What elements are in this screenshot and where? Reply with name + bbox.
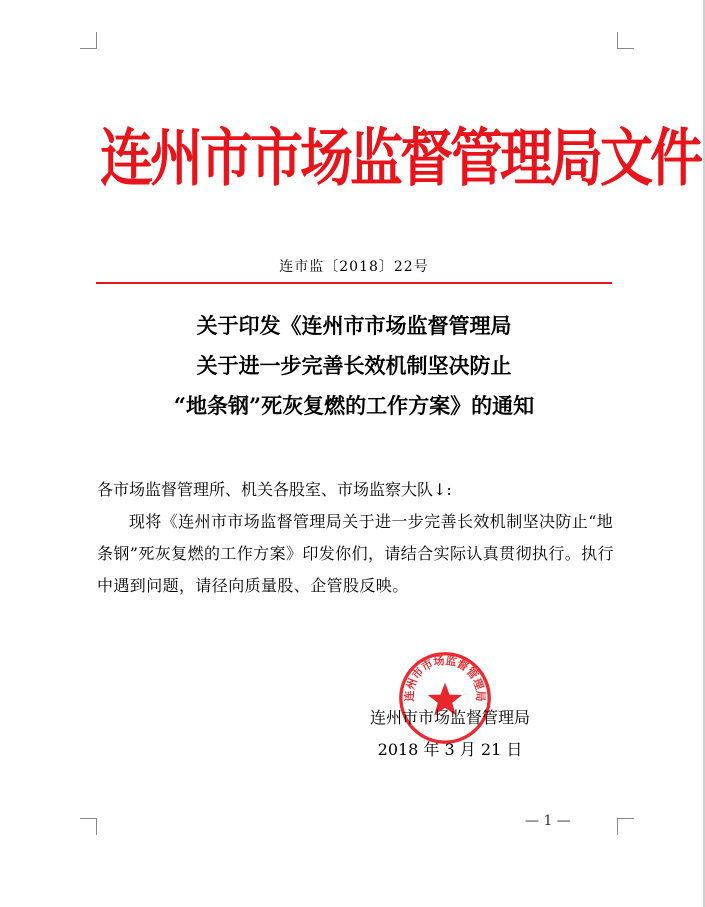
red-separator-line: [96, 282, 612, 284]
seal-text: 连州市市场监督管理局: [403, 654, 487, 702]
signature-date: 2018 年 3 月 21 日: [377, 740, 523, 759]
page-number: — 1 —: [525, 813, 571, 829]
signature-block: [340, 702, 560, 766]
notice-title-line-2: 关于进一步完善长效机制坚决防止: [196, 353, 512, 378]
notice-body: [97, 474, 617, 602]
crop-mark-top-left: [80, 32, 97, 49]
addressee-line: 各市场监督管理所、机关各股室、市场监察大队↓:: [97, 480, 452, 499]
notice-title-line-3: “地条钢”死灰复燃的工作方案》的通知: [173, 393, 535, 418]
notice-title: [96, 306, 612, 426]
crop-mark-bottom-left: [80, 818, 97, 835]
document-header-title: 连州市市场监督管理局文件: [100, 122, 700, 195]
document-number: 连市监〔2018〕22号: [279, 259, 429, 275]
crop-mark-top-right: [617, 32, 634, 49]
body-paragraph: 现将《连州市市场监督管理局关于进一步完善长效机制坚决防止“地条钢”死灰复燃的工作方案》印发你们，请结合实际认真贯彻执行。执行中遇到问题，请径向质量股、企管股反映。: [97, 512, 614, 595]
crop-mark-bottom-right: [617, 818, 634, 835]
notice-title-line-1: 关于印发《连州市市场监督管理局: [196, 313, 512, 338]
signature-org: 连州市市场监督管理局: [369, 708, 530, 727]
